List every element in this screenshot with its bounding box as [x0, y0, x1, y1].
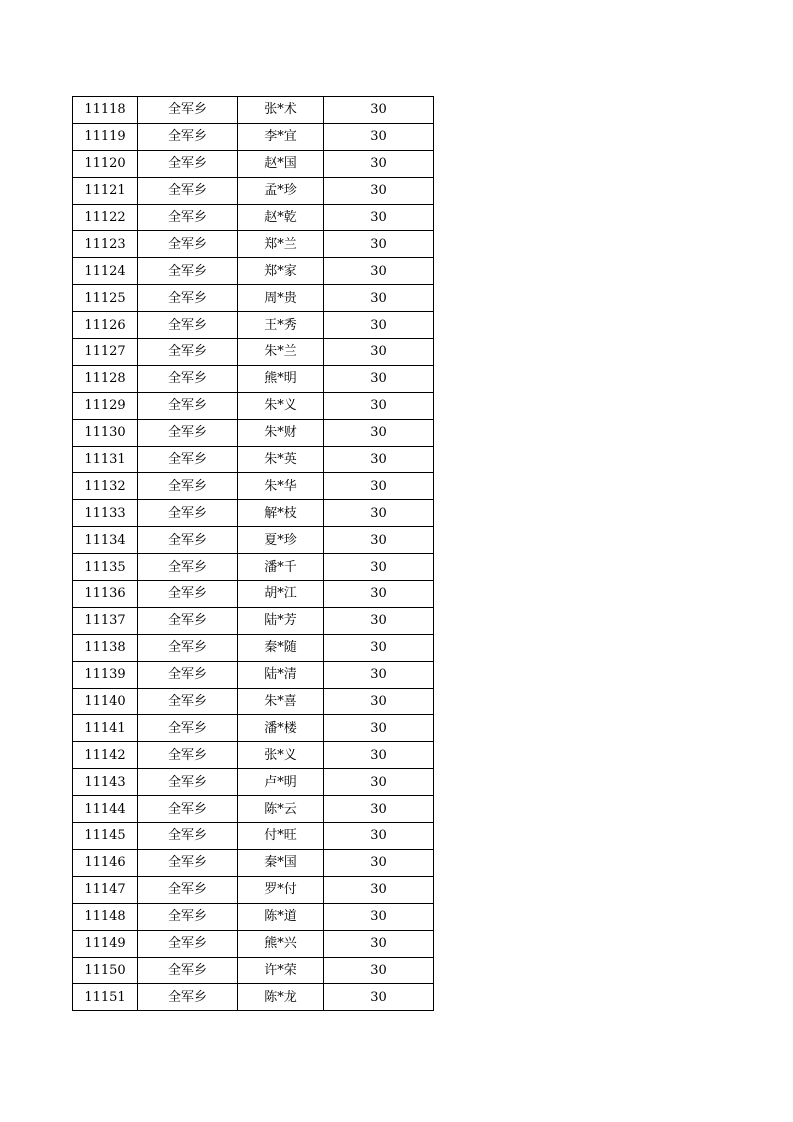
table-row: [73, 419, 434, 446]
table-row: [73, 177, 434, 204]
cell-id: 11131: [73, 446, 138, 473]
cell-id: 11128: [73, 365, 138, 392]
data-table: [72, 96, 434, 1011]
cell-id: 11145: [73, 823, 138, 850]
cell-amount: 30: [324, 258, 434, 285]
table-row: [73, 473, 434, 500]
cell-name: 熊*兴: [238, 930, 324, 957]
cell-name: 张*术: [238, 97, 324, 124]
cell-id: 11151: [73, 984, 138, 1011]
cell-town: 全军乡: [138, 500, 238, 527]
table-row: [73, 258, 434, 285]
cell-name: 李*宜: [238, 123, 324, 150]
cell-amount: 30: [324, 823, 434, 850]
cell-amount: 30: [324, 849, 434, 876]
cell-amount: 30: [324, 500, 434, 527]
cell-town: 全军乡: [138, 849, 238, 876]
table-row: [73, 661, 434, 688]
cell-name: 朱*华: [238, 473, 324, 500]
cell-name: 卢*明: [238, 769, 324, 796]
table-row: [73, 769, 434, 796]
cell-name: 周*贵: [238, 285, 324, 312]
cell-town: 全军乡: [138, 339, 238, 366]
cell-town: 全军乡: [138, 769, 238, 796]
table-row: [73, 607, 434, 634]
cell-amount: 30: [324, 312, 434, 339]
cell-town: 全军乡: [138, 527, 238, 554]
cell-name: 王*秀: [238, 312, 324, 339]
table-row: [73, 150, 434, 177]
cell-amount: 30: [324, 903, 434, 930]
table-row: [73, 742, 434, 769]
cell-name: 陈*道: [238, 903, 324, 930]
cell-name: 赵*国: [238, 150, 324, 177]
cell-amount: 30: [324, 150, 434, 177]
cell-id: 11123: [73, 231, 138, 258]
cell-id: 11127: [73, 339, 138, 366]
cell-town: 全军乡: [138, 177, 238, 204]
cell-name: 朱*兰: [238, 339, 324, 366]
cell-name: 潘*楼: [238, 715, 324, 742]
cell-name: 陆*清: [238, 661, 324, 688]
cell-town: 全军乡: [138, 634, 238, 661]
cell-amount: 30: [324, 796, 434, 823]
table-row: [73, 365, 434, 392]
cell-amount: 30: [324, 204, 434, 231]
table-row: [73, 581, 434, 608]
cell-town: 全军乡: [138, 285, 238, 312]
cell-town: 全军乡: [138, 97, 238, 124]
table-row: [73, 554, 434, 581]
cell-amount: 30: [324, 527, 434, 554]
cell-id: 11142: [73, 742, 138, 769]
cell-id: 11139: [73, 661, 138, 688]
cell-town: 全军乡: [138, 661, 238, 688]
cell-town: 全军乡: [138, 554, 238, 581]
cell-town: 全军乡: [138, 742, 238, 769]
table-row: [73, 823, 434, 850]
cell-id: 11120: [73, 150, 138, 177]
cell-id: 11130: [73, 419, 138, 446]
cell-name: 赵*乾: [238, 204, 324, 231]
cell-name: 夏*珍: [238, 527, 324, 554]
cell-id: 11148: [73, 903, 138, 930]
cell-amount: 30: [324, 419, 434, 446]
cell-id: 11147: [73, 876, 138, 903]
table-row: [73, 796, 434, 823]
cell-town: 全军乡: [138, 581, 238, 608]
cell-id: 11119: [73, 123, 138, 150]
table-row: [73, 984, 434, 1011]
cell-name: 陈*云: [238, 796, 324, 823]
cell-name: 陈*龙: [238, 984, 324, 1011]
cell-amount: 30: [324, 365, 434, 392]
cell-id: 11133: [73, 500, 138, 527]
cell-amount: 30: [324, 446, 434, 473]
cell-town: 全军乡: [138, 607, 238, 634]
cell-town: 全军乡: [138, 715, 238, 742]
table-row: [73, 715, 434, 742]
table-row: [73, 446, 434, 473]
table-row: [73, 903, 434, 930]
table-row: [73, 957, 434, 984]
cell-id: 11141: [73, 715, 138, 742]
cell-id: 11143: [73, 769, 138, 796]
cell-name: 郑*兰: [238, 231, 324, 258]
cell-amount: 30: [324, 688, 434, 715]
cell-amount: 30: [324, 473, 434, 500]
cell-name: 孟*珍: [238, 177, 324, 204]
cell-amount: 30: [324, 607, 434, 634]
cell-id: 11118: [73, 97, 138, 124]
cell-amount: 30: [324, 123, 434, 150]
cell-town: 全军乡: [138, 446, 238, 473]
cell-amount: 30: [324, 661, 434, 688]
cell-town: 全军乡: [138, 312, 238, 339]
cell-id: 11136: [73, 581, 138, 608]
cell-id: 11129: [73, 392, 138, 419]
cell-name: 罗*付: [238, 876, 324, 903]
cell-id: 11125: [73, 285, 138, 312]
cell-amount: 30: [324, 231, 434, 258]
cell-id: 11146: [73, 849, 138, 876]
cell-amount: 30: [324, 957, 434, 984]
cell-town: 全军乡: [138, 903, 238, 930]
cell-town: 全军乡: [138, 150, 238, 177]
cell-amount: 30: [324, 392, 434, 419]
cell-name: 朱*英: [238, 446, 324, 473]
cell-name: 朱*义: [238, 392, 324, 419]
cell-id: 11138: [73, 634, 138, 661]
cell-id: 11134: [73, 527, 138, 554]
table-row: [73, 930, 434, 957]
cell-name: 付*旺: [238, 823, 324, 850]
cell-amount: 30: [324, 339, 434, 366]
table-row: [73, 392, 434, 419]
cell-amount: 30: [324, 177, 434, 204]
cell-id: 11140: [73, 688, 138, 715]
cell-amount: 30: [324, 930, 434, 957]
cell-town: 全军乡: [138, 796, 238, 823]
table-row: [73, 500, 434, 527]
cell-amount: 30: [324, 742, 434, 769]
cell-name: 胡*江: [238, 581, 324, 608]
cell-town: 全军乡: [138, 876, 238, 903]
cell-name: 解*枝: [238, 500, 324, 527]
cell-id: 11124: [73, 258, 138, 285]
cell-id: 11135: [73, 554, 138, 581]
table-row: [73, 876, 434, 903]
table-row: [73, 849, 434, 876]
cell-town: 全军乡: [138, 392, 238, 419]
cell-town: 全军乡: [138, 984, 238, 1011]
cell-id: 11132: [73, 473, 138, 500]
cell-town: 全军乡: [138, 365, 238, 392]
cell-name: 陆*芳: [238, 607, 324, 634]
table-row: [73, 231, 434, 258]
table-body: [73, 97, 434, 1011]
table-row: [73, 634, 434, 661]
cell-amount: 30: [324, 715, 434, 742]
cell-name: 朱*喜: [238, 688, 324, 715]
cell-town: 全军乡: [138, 957, 238, 984]
cell-id: 11126: [73, 312, 138, 339]
cell-id: 11121: [73, 177, 138, 204]
cell-town: 全军乡: [138, 231, 238, 258]
cell-amount: 30: [324, 554, 434, 581]
table-row: [73, 339, 434, 366]
table-row: [73, 527, 434, 554]
cell-name: 秦*国: [238, 849, 324, 876]
cell-town: 全军乡: [138, 258, 238, 285]
cell-name: 许*荣: [238, 957, 324, 984]
cell-name: 郑*家: [238, 258, 324, 285]
cell-amount: 30: [324, 769, 434, 796]
cell-name: 潘*千: [238, 554, 324, 581]
cell-town: 全军乡: [138, 204, 238, 231]
cell-amount: 30: [324, 984, 434, 1011]
cell-name: 熊*明: [238, 365, 324, 392]
table-row: [73, 204, 434, 231]
cell-town: 全军乡: [138, 419, 238, 446]
cell-id: 11150: [73, 957, 138, 984]
table-row: [73, 285, 434, 312]
table-row: [73, 123, 434, 150]
cell-town: 全军乡: [138, 823, 238, 850]
cell-town: 全军乡: [138, 688, 238, 715]
cell-id: 11144: [73, 796, 138, 823]
cell-id: 11149: [73, 930, 138, 957]
cell-town: 全军乡: [138, 930, 238, 957]
cell-name: 张*义: [238, 742, 324, 769]
cell-id: 11137: [73, 607, 138, 634]
cell-amount: 30: [324, 97, 434, 124]
cell-amount: 30: [324, 581, 434, 608]
cell-town: 全军乡: [138, 473, 238, 500]
cell-town: 全军乡: [138, 123, 238, 150]
cell-amount: 30: [324, 876, 434, 903]
table-row: [73, 312, 434, 339]
cell-name: 朱*财: [238, 419, 324, 446]
cell-amount: 30: [324, 285, 434, 312]
cell-amount: 30: [324, 634, 434, 661]
cell-name: 秦*随: [238, 634, 324, 661]
table-row: [73, 688, 434, 715]
table-row: [73, 97, 434, 124]
cell-id: 11122: [73, 204, 138, 231]
